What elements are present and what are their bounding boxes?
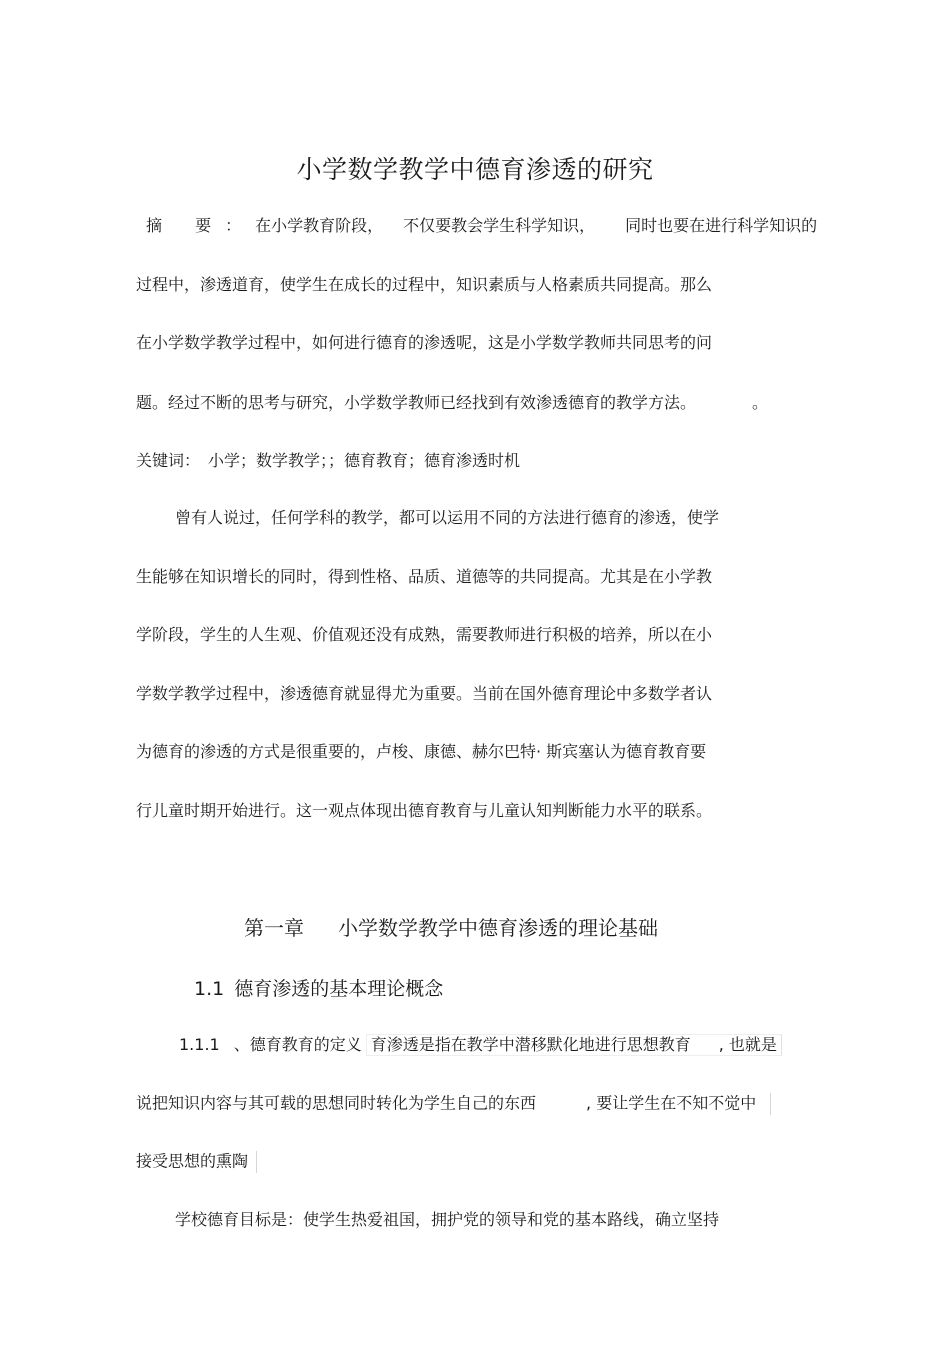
subsection-line2-b: , 要让学生在不知不觉中 — [586, 1093, 757, 1113]
intro-line-5: 为德育的渗透的方式是很重要的，卢梭、康德、赫尔巴特· 斯宾塞认为德育教育要 — [136, 742, 707, 761]
text-divider — [256, 1151, 257, 1173]
subsection-text-box — [366, 1034, 782, 1056]
intro-line-2: 生能够在知识增长的同时，得到性格、品质、道德等的共同提高。尤其是在小学教 — [136, 567, 713, 586]
abstract-text-4: 题。经过不断的思考与研究，小学数学教师已经找到有效渗透德育的教学方法。 — [136, 393, 697, 412]
subsection-line3: 接受思想的熏陶 — [136, 1151, 249, 1171]
chapter-heading — [244, 912, 658, 941]
subsection-line2-a: 说把知识内容与其可载的思想同时转化为学生自己的东西 — [136, 1093, 537, 1113]
chapter-number: 第一章 — [244, 916, 304, 940]
subsection-number: 1.1.1 — [179, 1035, 220, 1054]
goal-line: 学校德育目标是：使学生热爱祖国，拥护党的领导和党的基本路线，确立坚持 — [175, 1210, 720, 1229]
chapter-name: 小学数学教学中德育渗透的理论基础 — [338, 916, 658, 940]
abstract-text-1c: 同时也要在进行科学知识的 — [625, 216, 818, 235]
section-number: 1.1 — [194, 978, 225, 1000]
intro-line-3: 学阶段，学生的人生观、价值观还没有成熟，需要教师进行积极的培养，所以在小 — [136, 625, 713, 644]
subsection-text-a: 育渗透是指在教学中潜移默化地进行思想教育 — [370, 1035, 691, 1054]
intro-line-6: 行儿童时期开始进行。这一观点体现出德育教育与儿童认知判断能力水平的联系。 — [136, 801, 713, 820]
keywords-label: 关键词： — [136, 451, 201, 470]
abstract-text-1b: 不仅要教会学生科学知识， — [403, 216, 596, 235]
subsection-line-2 — [136, 1093, 771, 1115]
abstract-line-1 — [146, 216, 817, 236]
section-name: 德育渗透的基本理论概念 — [234, 978, 444, 1000]
abstract-label: 摘 要： — [146, 216, 256, 235]
keywords-text: 小学；数学教学；；德育教育；德育渗透时机 — [208, 451, 521, 470]
subsection-line-3 — [136, 1151, 257, 1173]
intro-line-4: 学数学教学过程中，渗透德育就显得尤为重要。当前在国外德育理论中多数学者认 — [136, 684, 713, 703]
abstract-line-2: 过程中，渗透道育，使学生在成长的过程中，知识素质与人格素质共同提高。那么 — [136, 275, 713, 294]
text-divider — [770, 1093, 771, 1115]
abstract-line-3: 在小学数学教学过程中，如何进行德育的渗透呢，这是小学数学教师共同思考的问 — [136, 333, 713, 352]
subsection-line-1 — [179, 1034, 782, 1056]
subsection-label: 、德育教育的定义 — [233, 1035, 362, 1054]
intro-line-1: 曾有人说过，任何学科的教学，都可以运用不同的方法进行德育的渗透，使学 — [175, 508, 720, 527]
abstract-line-4 — [136, 393, 768, 413]
document-title: 小学数学教学中德育渗透的研究 — [296, 155, 654, 184]
subsection-text-b: , 也就是 — [718, 1035, 777, 1054]
section-heading — [194, 974, 443, 1001]
keywords-line — [136, 451, 520, 471]
abstract-end-mark: 。 — [752, 393, 769, 412]
abstract-text-1a: 在小学教育阶段， — [255, 216, 384, 235]
